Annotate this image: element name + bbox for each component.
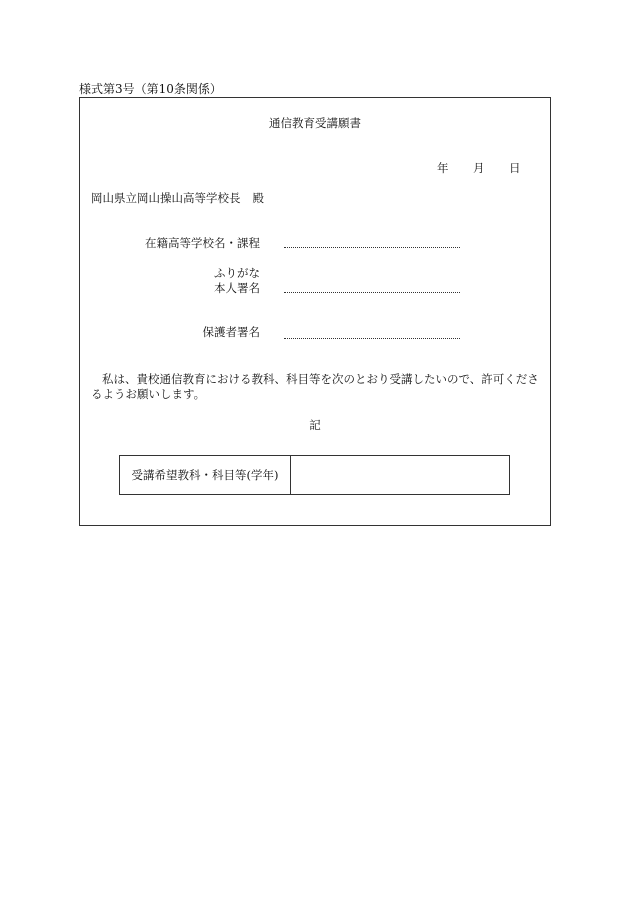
- request-statement: 私は、貴校通信教育における教科、科目等を次のとおり受講したいので、許可くださるようお願いします。: [91, 372, 539, 401]
- subject-label: 受講希望教科・科目等(学年): [120, 456, 291, 494]
- date-month-label: 月: [473, 161, 485, 175]
- addressee-honorific: 殿: [252, 191, 264, 205]
- subject-table: [119, 455, 510, 495]
- guardian-signature-label: 保護者署名: [202, 325, 260, 339]
- application-form: [79, 97, 551, 526]
- date-day-label: 日: [509, 161, 521, 175]
- addressee: [91, 190, 264, 206]
- form-title: 通信教育受講願書: [269, 116, 361, 130]
- addressee-school: 岡山県立岡山操山高等学校長: [91, 191, 241, 205]
- guardian-signature-line[interactable]: [284, 338, 460, 339]
- self-signature-line[interactable]: [284, 292, 460, 293]
- school-course-line[interactable]: [284, 247, 460, 248]
- ki-heading: 記: [309, 418, 321, 432]
- subject-input-cell[interactable]: [291, 456, 509, 494]
- self-signature-label: 本人署名: [214, 281, 260, 295]
- furigana-label: ふりがな: [214, 266, 260, 280]
- date-year-label: 年: [437, 161, 449, 175]
- school-course-label: 在籍高等学校名・課程: [145, 236, 260, 250]
- form-number: 様式第3号（第10条関係）: [79, 82, 222, 96]
